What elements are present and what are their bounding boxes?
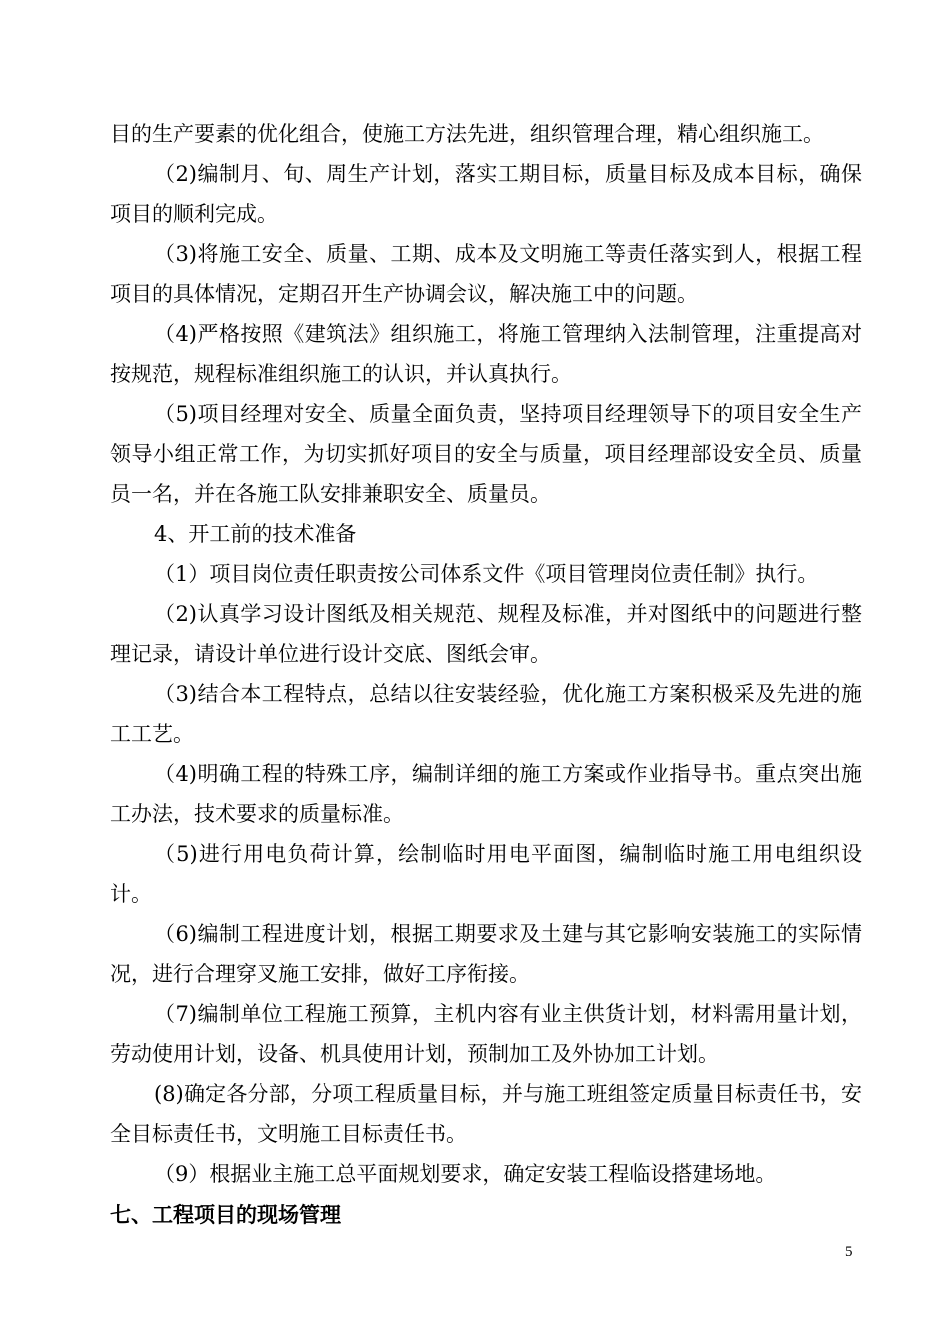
paragraph-item-5: （5)项目经理对安全、质量全面负责，坚持项目经理领导下的项目安全生产领导小组正常工作，为切实抓好项目的安全与质量，项目经理部设安全员、质量员一名，并在各施工队安排兼职安全、质量员。	[110, 402, 862, 506]
page-number: 5	[845, 1244, 853, 1260]
paragraph-continuation: 目的生产要素的优化组合，使施工方法先进，组织管理合理，精心组织施工。	[110, 122, 824, 146]
paragraph-prep-5: （5)进行用电负荷计算，绘制临时用电平面图，编制临时施工用电组织设计。	[110, 842, 862, 906]
paragraph-prep-3: （3)结合本工程特点，总结以往安装经验，优化施工方案积极采及先进的施工工艺。	[110, 682, 862, 746]
paragraph-item-2: （2)编制月、旬、周生产计划，落实工期目标，质量目标及成本目标，确保项目的顺利完成。	[110, 162, 862, 226]
section-heading: 七、工程项目的现场管理	[110, 1203, 341, 1227]
paragraph-item-4: （4)严格按照《建筑法》组织施工，将施工管理纳入法制管理，注重提高对按规范，规程标准组织施工的认识，并认真执行。	[110, 322, 862, 386]
paragraph-prep-1: （1）项目岗位责任职责按公司体系文件《项目管理岗位责任制》执行。	[154, 562, 819, 586]
paragraph-prep-8: (8)确定各分部，分项工程质量目标，并与施工班组签定质量目标责任书，安全目标责任书，文明施工目标责任书。	[110, 1082, 862, 1146]
paragraph-prep-7: （7)编制单位工程施工预算，主机内容有业主供货计划，材料需用量计划，劳动使用计划，设备、机具使用计划，预制加工及外协加工计划。	[110, 1002, 862, 1066]
paragraph-prep-6: （6)编制工程进度计划，根据工期要求及土建与其它影响安装施工的实际情况，进行合理穿叉施工安排，做好工序衔接。	[110, 922, 862, 986]
subsection-title: 4、开工前的技术准备	[154, 522, 357, 546]
paragraph-prep-2: （2)认真学习设计图纸及相关规范、规程及标准，并对图纸中的问题进行整理记录，请设计单位进行设计交底、图纸会审。	[110, 602, 862, 666]
paragraph-prep-4: （4)明确工程的特殊工序，编制详细的施工方案或作业指导书。重点突出施工办法，技术要求的质量标准。	[110, 762, 862, 826]
paragraph-prep-9: （9）根据业主施工总平面规划要求，确定安装工程临设搭建场地。	[154, 1162, 777, 1186]
paragraph-item-3: （3)将施工安全、质量、工期、成本及文明施工等责任落实到人，根据工程项目的具体情况，定期召开生产协调会议，解决施工中的问题。	[110, 242, 862, 306]
